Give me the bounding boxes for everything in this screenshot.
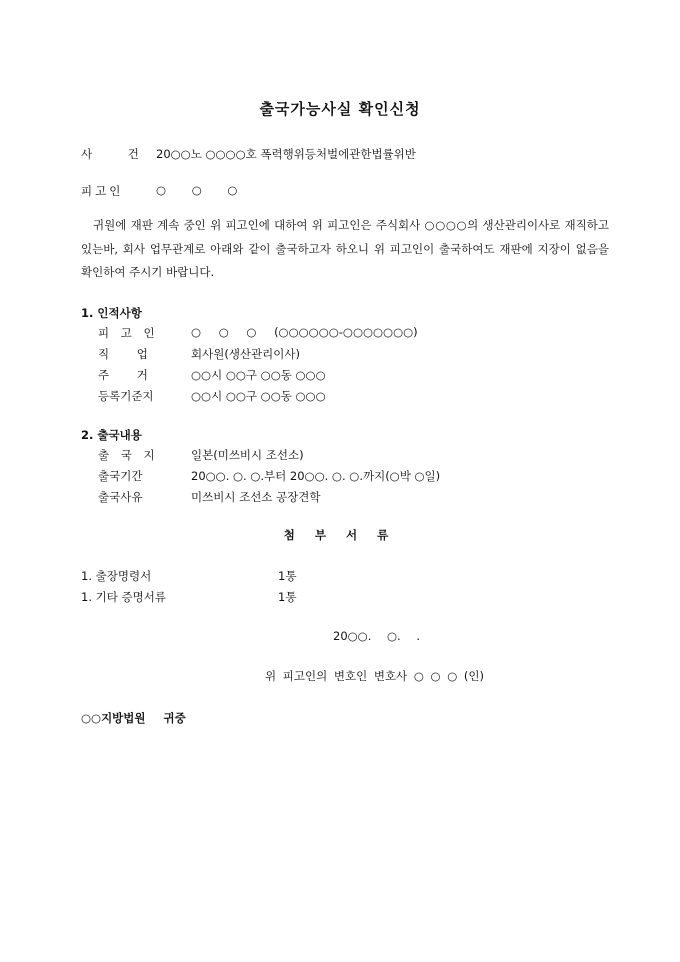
section1-row-label: 직 업 — [98, 347, 160, 361]
attachment-name: 1. 기타 증명서류 — [81, 590, 166, 604]
case-value: 20○○노 ○○○○호 폭력행위등처벌에관한법률위반 — [156, 147, 416, 161]
court-addressee: ○○지방법원 귀중 — [81, 711, 186, 725]
page-title: 출국가능사실 확인신청 — [259, 100, 421, 118]
case-label: 사 건 — [81, 147, 155, 161]
section1-row-label: 주 거 — [98, 368, 160, 382]
section2-row-value: 20○○. ○. ○.부터 20○○. ○. ○.까지(○박 ○일) — [191, 469, 441, 483]
attachment-count: 1통 — [278, 590, 297, 604]
section2-heading: 2. 출국내용 — [81, 428, 142, 442]
attachment-count: 1통 — [278, 569, 297, 583]
section1-row-label: 등록기준지 — [98, 389, 154, 403]
section2-row-label: 출국사유 — [98, 490, 143, 504]
section1-row-value: ○○시 ○○구 ○○동 ○○○ — [191, 389, 326, 403]
attachment-name: 1. 출장명령서 — [81, 569, 152, 583]
section2-row-value: 일본(미쓰비시 조선소) — [191, 448, 304, 462]
section2-row-label: 출 국 지 — [98, 448, 159, 462]
section2-row-value: 미쓰비시 조선소 공장견학 — [191, 490, 321, 504]
section1-row-value: ○ ○ ○ (○○○○○○-○○○○○○○) — [191, 325, 418, 339]
signature-line: 위 피고인의 변호인 변호사 ○ ○ ○ (인) — [265, 669, 484, 683]
section2-row-label: 출국기간 — [98, 469, 143, 483]
section1-row-label: 피 고 인 — [98, 326, 159, 340]
section1-row-value: ○○시 ○○구 ○○동 ○○○ — [191, 368, 326, 382]
filing-date: 20○○. ○. . — [333, 629, 421, 643]
defendant-value: ○ ○ ○ — [156, 183, 238, 197]
section1-heading: 1. 인적사항 — [81, 306, 142, 320]
defendant-label: 피고인 — [81, 184, 124, 198]
request-body: 귀원에 재판 계속 중인 위 피고인에 대하여 위 피고인은 주식회사 ○○○○의 생산관리이사로 재직하고 있는바, 회사 업무관계로 아래와 같이 출국하고자 하오니 위 피고인이 출국하여도 재판에 지장이 없음을 확인하여 주시기 바랍니다. — [81, 218, 609, 279]
attachments-heading: 첨 부 서 류 — [283, 528, 397, 542]
section1-row-value: 회사원(생산관리이사) — [191, 347, 300, 361]
